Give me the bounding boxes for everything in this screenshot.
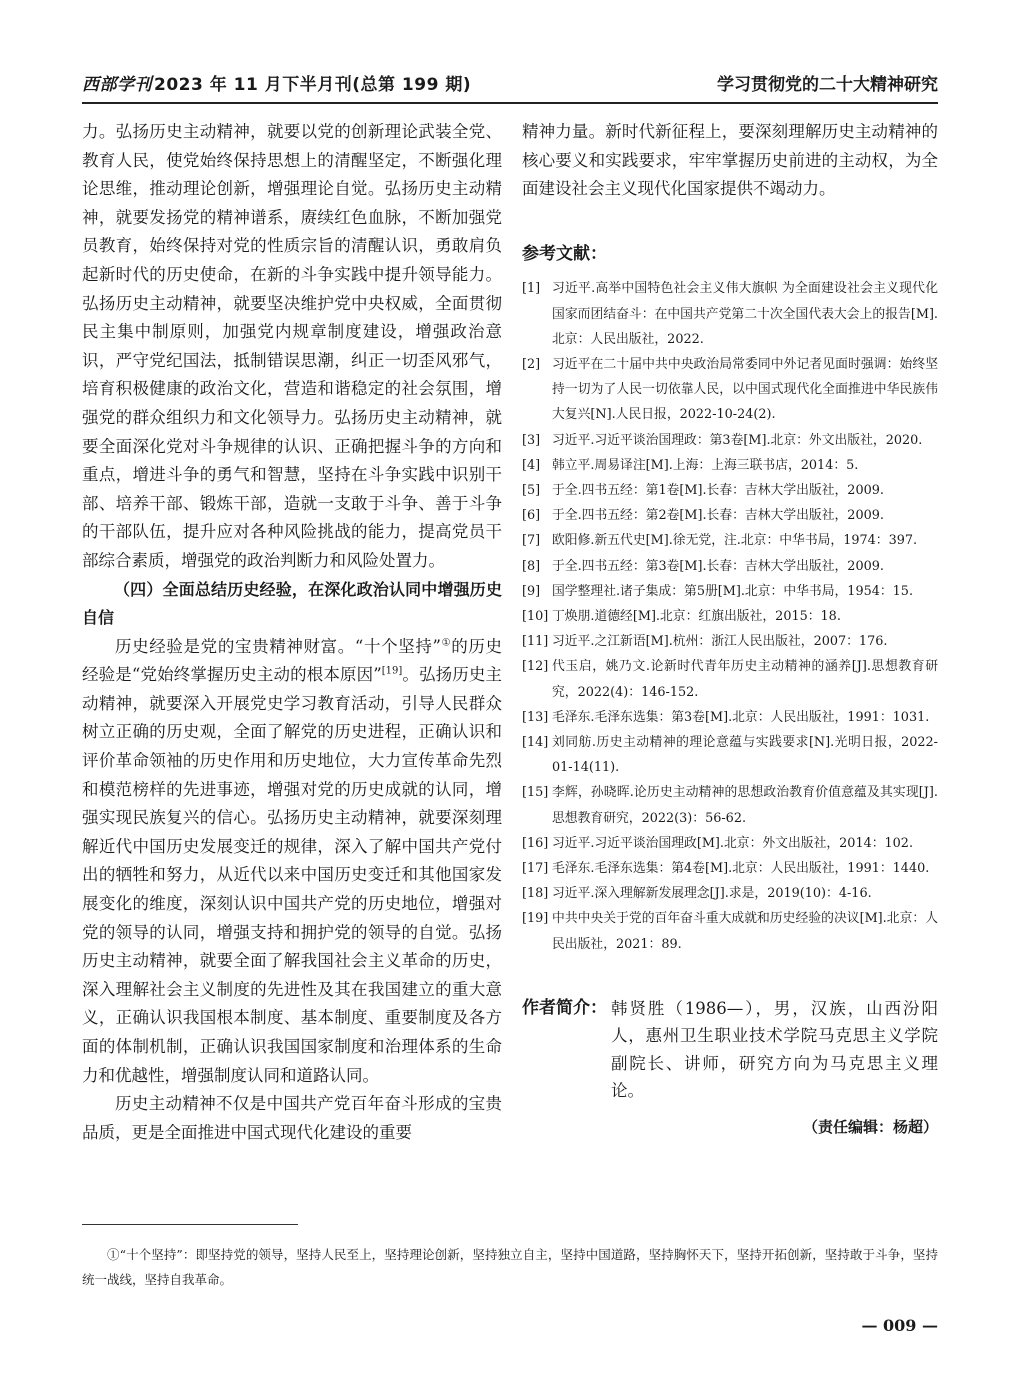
reference-item xyxy=(522,554,938,579)
author-bio xyxy=(522,995,938,1105)
reference-number: [2] xyxy=(522,356,541,372)
body-paragraph xyxy=(82,633,502,1091)
body-paragraph: 精神力量。新时代新征程上，要深刻理解历史主动精神的核心要义和实践要求，牢牢掌握历史前进的主动权，为全面建设社会主义现代化国家提供不竭动力。 xyxy=(522,122,938,199)
footnote-marker[interactable]: ① xyxy=(440,637,452,649)
page-number: — 009 — xyxy=(861,1316,938,1335)
running-header xyxy=(82,66,938,104)
reference-item xyxy=(522,604,938,629)
reference-text: 代玉启，姚乃文.论新时代青年历史主动精神的涵养[J].思想教育研究，2022(4)：146-152. xyxy=(552,659,938,700)
reference-number: [19] xyxy=(522,911,549,927)
reference-text: 习近平.习近平谈治国理政：第3卷[M].北京：外文出版社，2020. xyxy=(552,432,923,448)
reference-item xyxy=(522,276,938,352)
reference-text: 习近平在二十届中共中央政治局常委同中外记者见面时强调：始终坚持一切为了人民一切依靠人民，以中国式现代化全面推进中华民族伟大复兴[N].人民日报，2022-10-24(2). xyxy=(552,356,938,423)
reference-list xyxy=(522,276,938,956)
reference-number: [18] xyxy=(522,886,549,902)
left-column xyxy=(82,118,502,1147)
author-bio-text: 韩贤胜（1986—），男，汉族，山西汾阳人，惠州卫生职业技术学院马克思主义学院副院长、讲师，研究方向为马克思主义理论。 xyxy=(611,998,938,1101)
reference-text: 于全.四书五经：第1卷[M].长春：吉林大学出版社，2009. xyxy=(552,483,884,498)
reference-text: 中共中央关于党的百年奋斗重大成就和历史经验的决议[M].北京：人民出版社，2021：89. xyxy=(552,911,938,952)
section-title: 学习贯彻党的二十大精神研究 xyxy=(717,75,938,95)
right-column xyxy=(522,118,938,1141)
reference-item xyxy=(522,579,938,604)
reference-item xyxy=(522,705,938,730)
reference-item xyxy=(522,478,938,503)
reference-item xyxy=(522,629,938,654)
reference-text: 欧阳修.新五代史[M].徐无党，注.北京：中华书局，1974：397. xyxy=(552,533,918,549)
reference-text: 丁焕朋.道德经[M].北京：红旗出版社，2015：18. xyxy=(552,609,841,625)
reference-item xyxy=(522,352,938,428)
section-heading: （四）全面总结历史经验，在深化政治认同中增强历史自信 xyxy=(82,579,502,628)
reference-number: [10] xyxy=(522,609,549,625)
reference-number: [7] xyxy=(522,533,541,549)
reference-number: [15] xyxy=(522,785,549,801)
reference-text: 李辉，孙晓晖.论历史主动精神的思想政治教育价值意蕴及其实现[J].思想教育研究，2022(3)：56-62. xyxy=(552,785,938,826)
journal-logo: 西部学刊 xyxy=(82,75,152,95)
reference-item xyxy=(522,856,938,881)
reference-number: [13] xyxy=(522,709,549,725)
body-paragraph: 历史主动精神不仅是中国共产党百年奋斗形成的宝贵品质，更是全面推进中国式现代化建设的重要 xyxy=(82,1094,502,1142)
reference-item xyxy=(522,906,938,956)
reference-text: 习近平.习近平谈治国理政[M].北京：外文出版社，2014：102. xyxy=(552,835,914,851)
reference-item xyxy=(522,780,938,830)
reference-item xyxy=(522,428,938,453)
footnote xyxy=(82,1242,938,1292)
reference-number: [3] xyxy=(522,432,541,448)
reference-item xyxy=(522,831,938,856)
footnote-text: ①“十个坚持”：即坚持党的领导，坚持人民至上，坚持理论创新，坚持独立自主，坚持中国道路，坚持胸怀天下，坚持开拓创新，坚持敢于斗争，坚持统一战线，坚持自我革命。 xyxy=(82,1247,938,1287)
reference-item xyxy=(522,503,938,528)
reference-text: 毛泽东.毛泽东选集：第4卷[M].北京：人民出版社，1991：1440. xyxy=(552,861,930,877)
reference-text: 韩立平.周易译注[M].上海：上海三联书店，2014：5. xyxy=(552,457,859,473)
reference-text: 习近平.之江新语[M].杭州：浙江人民出版社，2007：176. xyxy=(552,634,888,650)
reference-number: [1] xyxy=(522,281,541,297)
reference-number: [5] xyxy=(522,483,541,498)
citation-marker[interactable]: [19] xyxy=(381,665,403,677)
issue-info: 2023 年 11 月下半月刊(总第 199 期) xyxy=(154,75,472,95)
reference-item xyxy=(522,453,938,478)
author-bio-label: 作者简介： xyxy=(522,997,607,1018)
reference-text: 习近平.深入理解新发展理念[J].求是，2019(10)：4-16. xyxy=(552,886,872,902)
reference-item xyxy=(522,528,938,553)
reference-text: 于全.四书五经：第3卷[M].长春：吉林大学出版社，2009. xyxy=(552,558,884,574)
footnote-divider xyxy=(82,1224,298,1225)
reference-text: 刘同舫.历史主动精神的理论意蕴与实践要求[N].光明日报，2022-01-14(11). xyxy=(552,735,938,776)
body-paragraph: 力。弘扬历史主动精神，就要以党的创新理论武装全党、教育人民，使党始终保持思想上的清醒坚定，不断强化理论思维，推动理论创新，增强理论自觉。弘扬历史主动精神，就要发扬党的精神谱系，赓续红色血脉，不断加强党员教育，始终保持对党的性质宗旨的清醒认识，勇敢肩负起新时代的历史使命，在新的斗争实践中提升领导能力。弘扬历史主动精神，就要坚决维护党中央权威，全面贯彻民主集中制原则，加强党内规章制度建设，增强政治意识，严守党纪国法，抵制错误思潮，纠正一切歪风邪气，培育积极健康的政治文化，营造和谐稳定的社会氛围，增强党的群众组织力和文化领导力。弘扬历史主动精神，就要全面深化党对斗争规律的认识、正确把握斗争的方向和重点，增进斗争的勇气和智慧，坚持在斗争实践中识别干部、培养干部、锻炼干部，造就一支敢于斗争、善于斗争的干部队伍，提升应对各种风险挑战的能力，提高党员干部综合素质，增强党的政治判断力和风险处置力。 xyxy=(82,122,502,570)
journal-issue xyxy=(82,70,471,95)
reference-number: [11] xyxy=(522,634,549,650)
reference-number: [6] xyxy=(522,508,541,524)
reference-item xyxy=(522,654,938,704)
reference-number: [16] xyxy=(522,835,549,851)
reference-number: [17] xyxy=(522,861,549,877)
reference-text: 毛泽东.毛泽东选集：第3卷[M].北京：人民出版社，1991：1031. xyxy=(552,709,930,725)
reference-number: [8] xyxy=(522,558,541,574)
paragraph-text: 的历史经验是“党始终掌握历史主动的根本原因” xyxy=(82,636,503,685)
references-heading: 参考文献： xyxy=(522,243,607,264)
reference-number: [9] xyxy=(522,583,541,599)
reference-item xyxy=(522,881,938,906)
reference-text: 于全.四书五经：第2卷[M].长春：吉林大学出版社，2009. xyxy=(552,508,884,524)
paragraph-text: 历史经验是党的宝贵精神财富。“十个坚持” xyxy=(115,636,441,656)
responsible-editor: （责任编辑：杨超） xyxy=(802,1117,938,1136)
paragraph-text: 。弘扬历史主动精神，就要深入开展党史学习教育活动，引导人民群众树立正确的历史观，全面了解党的历史进程，正确认识和评价革命领袖的历史作用和历史地位，大力宣传革命先烈和模范榜样的先进事迹，增强对党的历史成就的认同，增强实现民族复兴的信心。弘扬历史主动精神，就要深刻理解近代中国历史发展变迁的规律，深入了解中国共产党付出的牺牲和努力，从近代以来中国历史变迁和其他国家发展变化的维度，深刻认识中国共产党的历史地位，增强对党的领导的认同，增强支持和拥护党的领导的自觉。弘扬历史主动精神，就要全面了解我国社会主义革命的历史，深入理解社会主义制度的先进性及其在我国建立的重大意义，正确认识我国根本制度、基本制度、重要制度及各方面的体制机制，正确认识我国国家制度和治理体系的生命力和优越性，增强制度认同和道路认同。 xyxy=(82,665,503,1085)
reference-number: [12] xyxy=(522,659,549,675)
reference-text: 国学整理社.诸子集成：第5册[M].北京：中华书局，1954：15. xyxy=(552,583,914,599)
reference-number: [4] xyxy=(522,457,541,473)
reference-item xyxy=(522,730,938,780)
reference-text: 习近平.高举中国特色社会主义伟大旗帜 为全面建设社会主义现代化国家而团结奋斗：在中国共产党第二十次全国代表大会上的报告[M].北京：人民出版社，2022. xyxy=(552,281,938,347)
reference-number: [14] xyxy=(522,735,549,751)
